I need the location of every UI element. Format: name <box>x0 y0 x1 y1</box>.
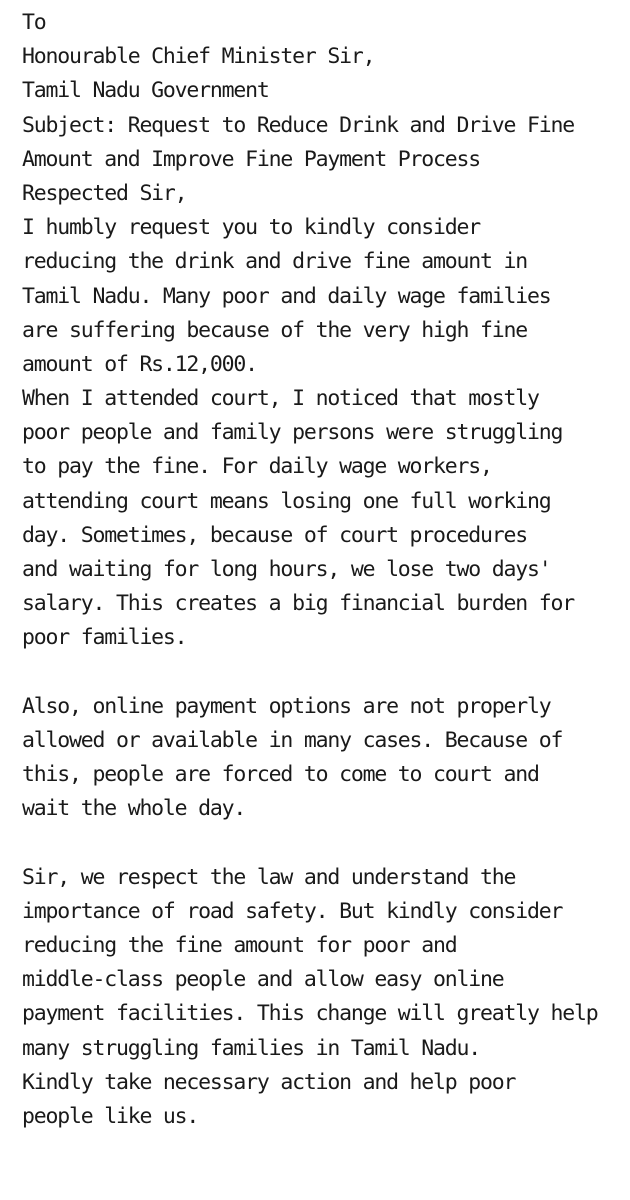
paragraph-line: salary. This creates a big financial burden for <box>22 591 574 617</box>
paragraph-line: wait the whole day. <box>22 796 246 822</box>
paragraph-line: to pay the fine. For daily wage workers, <box>22 454 492 480</box>
paragraph-road-safety <box>22 861 620 1066</box>
paragraph-line: allowed or available in many cases. Because of <box>22 727 563 753</box>
paragraph-closing-request <box>22 1066 620 1134</box>
paragraph-line: people like us. <box>22 1104 199 1129</box>
paragraph-line: and waiting for long hours, we lose two days' <box>22 557 551 582</box>
paragraph-line: importance of road safety. But kindly consider <box>22 898 563 924</box>
paragraph-line: attending court means losing one full working <box>22 488 551 514</box>
subject-line: Subject: Request to Reduce Drink and Drive Fine <box>22 112 574 138</box>
paragraph-court-experience <box>22 382 620 656</box>
paragraph-line: poor people and family persons were struggling <box>22 420 563 446</box>
paragraph-spacer <box>22 656 620 690</box>
paragraph-line: middle-class people and allow easy online <box>22 967 504 993</box>
paragraph-line: day. Sometimes, because of court procedures <box>22 522 527 548</box>
paragraph-fine-request <box>22 211 620 382</box>
letter-to: To <box>22 10 46 35</box>
paragraph-line: are suffering because of the very high fine <box>22 317 527 343</box>
paragraph-line: payment facilities. This change will greatly help <box>22 1001 598 1027</box>
paragraph-line: reducing the fine amount for poor and <box>22 933 457 959</box>
paragraph-line: amount of Rs.12,000. <box>22 351 257 377</box>
paragraph-line: many struggling families in Tamil Nadu. <box>22 1035 481 1061</box>
paragraph-line: reducing the drink and drive fine amount in <box>22 249 527 275</box>
paragraph-line: Tamil Nadu. Many poor and daily wage families <box>22 283 551 309</box>
paragraph-line: When I attended court, I noticed that mostly <box>22 386 539 412</box>
paragraph-online-payment <box>22 690 620 827</box>
paragraph-line: this, people are forced to come to court and <box>22 762 539 788</box>
paragraph-line: Kindly take necessary action and help poor <box>22 1069 516 1095</box>
paragraph-line: poor families. <box>22 625 187 651</box>
addressee-title: Honourable Chief Minister Sir, <box>22 44 375 70</box>
subject-line-continued: Amount and Improve Fine Payment Process <box>22 146 481 172</box>
paragraph-line: Also, online payment options are not properly <box>22 693 551 719</box>
addressee-government: Tamil Nadu Government <box>22 78 269 104</box>
paragraph-line: Sir, we respect the law and understand the <box>22 864 516 890</box>
paragraph-line: I humbly request you to kindly consider <box>22 215 481 241</box>
salutation: Respected Sir, <box>22 180 187 206</box>
paragraph-spacer <box>22 827 620 861</box>
